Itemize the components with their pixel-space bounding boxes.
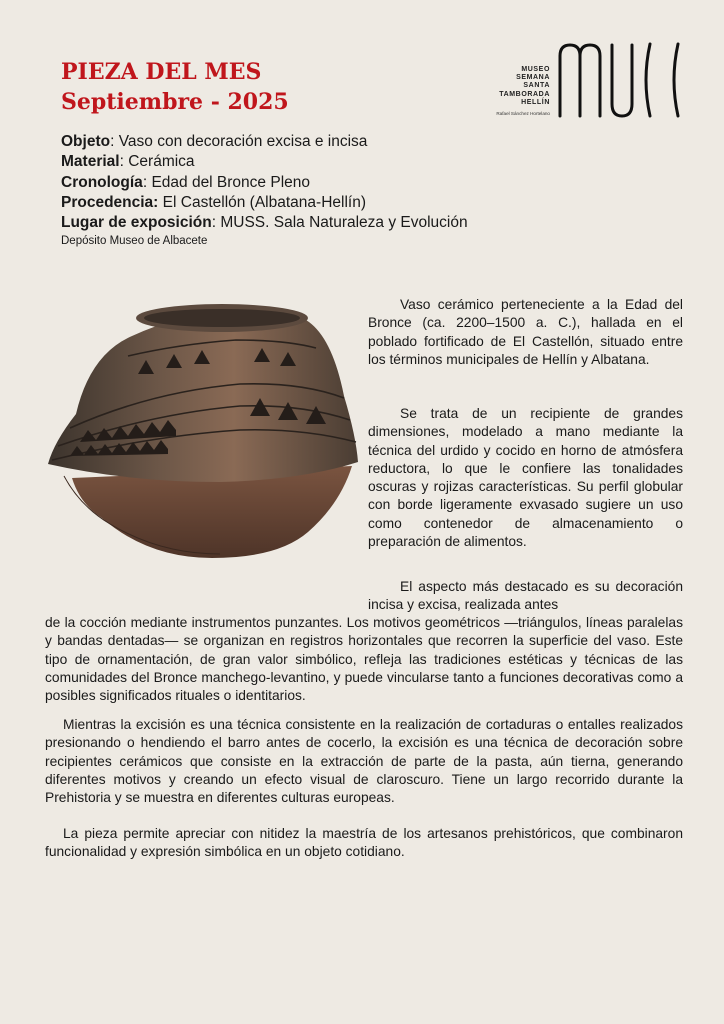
value: Cerámica	[128, 153, 195, 171]
logo-credit: Rafael Sánchez Hortelano	[496, 111, 550, 116]
meta-procedencia	[61, 193, 621, 213]
logo-word: SANTA	[523, 82, 550, 90]
value: MUSS. Sala Naturaleza y Evolución	[220, 214, 468, 232]
body-paragraph-2: Se trata de un recipiente de grandes dimensiones, modelado a mano mediante la técnica del urdido y cocido en horno de atmósfera reductora, lo que le confiere las tonalidades oscuras y rojizas características. Su perfil globular con borde ligeramente exvasado sugiere un uso como contenedor de almacenamiento o preparación de alimentos.	[368, 406, 683, 550]
label: Procedencia:	[61, 193, 159, 211]
page-title	[61, 57, 289, 117]
logo-word: SEMANA	[516, 74, 550, 82]
meta-material: Material: Cerámica	[61, 153, 195, 171]
object-metadata	[61, 132, 621, 249]
body-paragraph-4: Mientras la excisión es una técnica consistente en la realización de cortaduras o entalles realizados presionando o hendiendo el barro antes de cocerlo, la excisión es una técnica de decoración sobre recipientes cerámicos que consiste en la extracción de parte de la pasta, aún tierna, generando diferentes motivos y creando un efecto visual de claroscuro. Tiene un largo recorrido durante la Prehistoria y se muestra en diferentes culturas europeas.	[45, 717, 683, 806]
value: El Castellón (Albatana-Hellín)	[162, 193, 366, 211]
value: Edad del Bronce Pleno	[151, 173, 310, 191]
logo-word: MUSEO	[521, 66, 550, 73]
logo-word: TAMBORADA	[499, 90, 550, 98]
muss-logo-mark	[554, 42, 684, 118]
value: Vaso con decoración excisa e incisa	[118, 133, 368, 150]
title-line-1: PIEZA DEL MES	[61, 59, 262, 85]
muss-logo	[486, 42, 686, 122]
body-paragraph-5: La pieza permite apreciar con nitidez la maestría de los artesanos prehistóricos, que combinaron funcionalidad y expresión simbólica en un objeto cotidiano.	[45, 826, 683, 860]
meta-deposito: Depósito Museo de Albacete	[61, 235, 208, 248]
meta-lugar: Lugar de exposición: MUSS. Sala Naturaleza y Evolución	[61, 214, 468, 232]
body-paragraph-3-cont: de la cocción mediante instrumentos punzantes. Los motivos geométricos —triángulos, líneas paralelas y bandas dentadas— se organizan en registros horizontales que recorren la superficie del vaso. Este tipo de ornamentación, de gran valor simbólico, refleja las tradiciones estéticas y técnicas de las comunidades del Bronce manchego-levantino, y puede vincularse tanto a funciones decorativas como a posibles significados rituales o identitarios.	[45, 615, 683, 704]
meta-cronologia: Cronología: Edad del Bronce Pleno	[61, 173, 310, 191]
body-paragraph-3-start: El aspecto más destacado es su decoración incisa y excisa, realizada antes	[368, 579, 683, 613]
label: Objeto	[61, 133, 111, 150]
meta-objeto: Objeto: Vaso con decoración excisa e incisa	[61, 133, 368, 150]
label: Lugar de exposición	[61, 214, 212, 232]
label: Material	[61, 153, 120, 171]
ceramic-vase-photo	[40, 296, 370, 564]
label: Cronología	[61, 173, 143, 191]
logo-words	[486, 66, 550, 107]
title-line-2: Septiembre - 2025	[61, 89, 289, 115]
logo-word: HELLÍN	[521, 98, 550, 106]
body-paragraph-1: Vaso cerámico perteneciente a la Edad del Bronce (ca. 2200–1500 a. C.), hallada en el poblado fortificado de El Castellón, situado entre los términos municipales de Hellín y Albatana.	[368, 297, 683, 367]
